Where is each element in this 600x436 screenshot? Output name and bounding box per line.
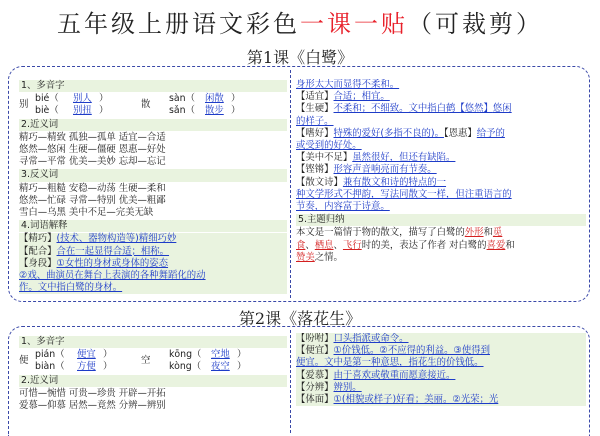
definition-line: 【美中不足】虽然很好，但还有缺陷。 xyxy=(296,152,456,164)
definition-line: 【分辨】辨别。 xyxy=(296,382,586,394)
definition-line: 【散文诗】兼有散文和诗的特点的一 xyxy=(296,176,447,188)
definition-line: ②戏、曲演员在舞台上表演的各种舞蹈化的动 xyxy=(19,270,287,282)
column-divider xyxy=(290,70,291,298)
synonym-line: 精巧—精致 孤独—孤单 适宜—合适 xyxy=(19,131,166,143)
synonym-line: 寻常—平常 优美—美妙 忘却—忘记 xyxy=(19,156,166,168)
synonym-line: 爱慕—仰慕 居然—竟然 分辨—辨别 xyxy=(19,399,166,411)
lesson2-title: 第2课《落花生》 xyxy=(238,309,362,328)
definition-line: 【便宜】①价钱低。②不应得的利益。③使得到 xyxy=(296,345,586,357)
lesson1-right-column xyxy=(296,79,586,264)
definition-line: 【铿锵】形容声音响亮而有节奏。 xyxy=(296,164,437,176)
synonym-line: 悠然—悠闲 生硬—僵硬 恩惠—好处 xyxy=(19,143,166,155)
definition-line: 【精巧】(技术、器物构造等)精细巧妙 xyxy=(19,233,287,245)
section-heading: 5.主题归纳 xyxy=(296,214,586,226)
title-paren: （可裁剪） xyxy=(408,10,543,38)
antonym-line: 精巧—粗糙 安稳—动荡 生硬—柔和 xyxy=(19,182,166,194)
definition-line: 【身段】①女性的身材或身体的姿态 xyxy=(19,258,287,270)
page-title: 五年级上册语文彩色一课一贴（可裁剪） xyxy=(57,10,543,38)
definition-line: 【配合】合在一起显得合适；相称。 xyxy=(19,246,287,258)
definition-line: 的样子。 xyxy=(296,115,334,127)
section-heading: 2.近义词 xyxy=(19,119,287,131)
definition-line: 身形太大而显得不柔和。 xyxy=(296,79,400,90)
title-highlight: 一课一贴 xyxy=(300,10,408,38)
definition-line: 便宜。文中是第一种意思，指花生的价钱低。 xyxy=(296,357,586,369)
definition-line: 【爱慕】由于喜欢或敬重而愿意接近。 xyxy=(296,370,586,382)
section-heading: 1、多音字 xyxy=(19,80,287,92)
definition-line: 【吩咐】口头指派或命令。 xyxy=(296,333,586,345)
section-heading: 2.近义词 xyxy=(19,375,287,387)
section-heading: 1、多音字 xyxy=(19,336,287,348)
column-divider xyxy=(290,330,291,433)
definition-line: 【嗜好】特殊的爱好(多指不良的)。【恩惠】给予的 xyxy=(296,127,505,139)
definition-line: 或受到的好处。 xyxy=(296,140,362,152)
lesson1-card xyxy=(8,66,590,302)
polyphone-row: biàn（ 方便 ） kòng（ 夜空 ） xyxy=(35,361,247,373)
section-heading: 3.反义词 xyxy=(19,169,287,181)
section-heading: 4.词语解释 xyxy=(19,220,287,232)
definition-line: 【体面】①(相貌或样子)好看；美丽。②光荣；光 xyxy=(296,394,586,406)
antonym-line: 雪白—乌黑 美中不足—完美无缺 xyxy=(19,207,154,218)
polyphone-char: 便 xyxy=(19,355,29,367)
definition-line: 种文学形式不押韵，写法同散文一样，但注重语言的 xyxy=(296,188,512,200)
polyphone-char: 别 xyxy=(19,99,29,111)
lesson2-left-column xyxy=(19,335,287,412)
polyphone-row: 别 bié（ 别人 ） 散 sàn（ 闲散 ） xyxy=(19,93,241,111)
definition-line: 作。文中指白鹭的身材。 xyxy=(19,282,287,294)
polyphone-row: biè（ 别扭 ） sǎn（ 散步 ） xyxy=(35,105,241,117)
definition-line: 【生硬】不柔和；不细致。文中指白鹤【悠然】悠闲 xyxy=(296,103,512,115)
theme-line: 食、栖息、飞行时的美，表达了作者 对白鹭的喜爱和 xyxy=(296,239,515,251)
theme-line: 赞美之情。 xyxy=(296,251,343,263)
antonym-line: 悠然—忙碌 寻常—特别 优美—粗鄙 xyxy=(19,194,166,206)
lesson1-left-column xyxy=(19,79,287,294)
definition-line: 节奏，内容富于诗意。 xyxy=(296,201,390,213)
polyphone-row: 便 pián（ 便宜 ） 空 kōng（ 空地 ） xyxy=(19,349,247,367)
theme-line: 本文是一篇情于物的散文，描写了白鹭的外形和觅 xyxy=(296,227,503,239)
definition-line: 【适宜】合适；相宜。 xyxy=(296,91,390,103)
lesson2-right-column xyxy=(296,333,586,406)
lesson1-title: 第1课《白鹭》 xyxy=(246,48,354,67)
synonym-line: 可惜—惋惜 可贵—珍贵 开辟—开拓 xyxy=(19,387,166,399)
